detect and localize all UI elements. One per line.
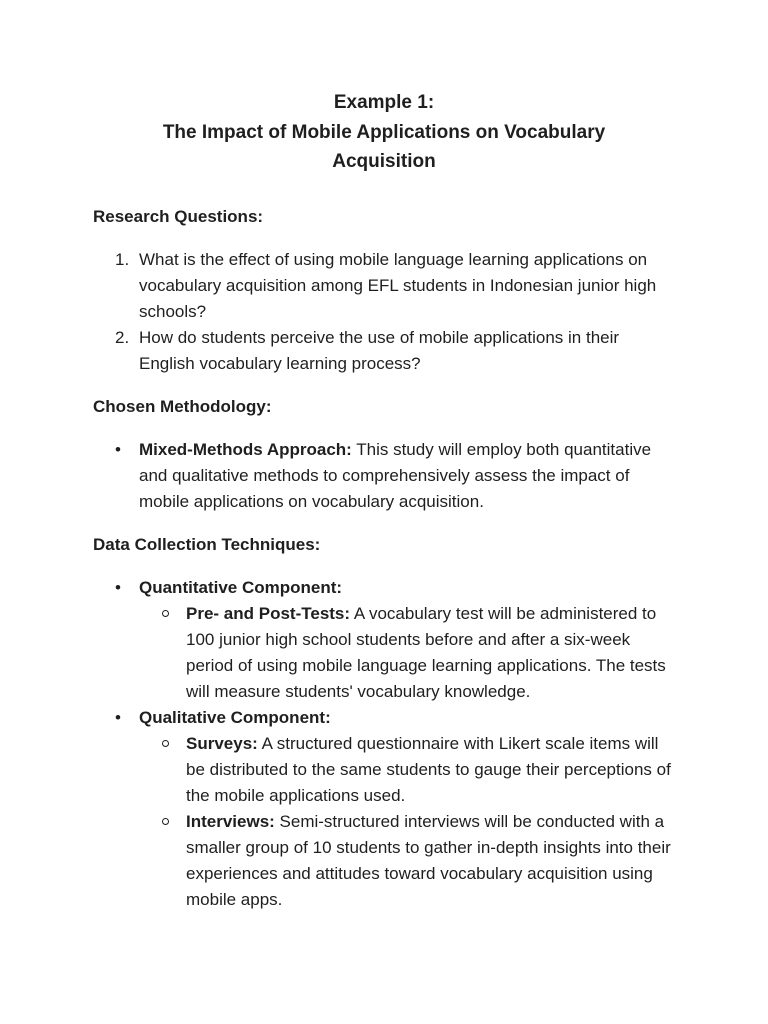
surveys-item bbox=[139, 731, 675, 809]
bullet-icon: • bbox=[115, 707, 121, 727]
research-question-item bbox=[93, 247, 675, 325]
interviews-text: Semi-structured interviews will be conducted with a smaller group of 10 students to gather in-depth insights into their experiences and attitudes toward vocabulary acquisition using mobile apps. bbox=[186, 811, 671, 909]
hollow-bullet-icon bbox=[162, 740, 169, 747]
data-collection-heading: Data Collection Techniques: bbox=[93, 534, 321, 554]
interviews-item bbox=[139, 809, 675, 913]
research-questions-heading: Research Questions: bbox=[93, 206, 264, 226]
research-question-number: 1. bbox=[115, 249, 130, 269]
qualitative-component-label: Qualitative Component: bbox=[139, 707, 331, 727]
qualitative-sub-list bbox=[139, 731, 675, 913]
methodology-item-label: Mixed-Methods Approach: bbox=[139, 439, 352, 459]
bullet-icon: • bbox=[115, 577, 121, 597]
hollow-bullet-icon bbox=[162, 818, 169, 825]
research-question-text: What is the effect of using mobile language learning applications on vocabulary acquisition among EFL students in Indonesian junior high schools? bbox=[139, 249, 657, 321]
research-question-number: 2. bbox=[115, 327, 130, 347]
research-questions-list bbox=[93, 247, 675, 377]
pre-post-tests-label: Pre- and Post-Tests: bbox=[186, 603, 351, 623]
qualitative-component-item bbox=[93, 705, 675, 913]
methodology-item bbox=[93, 437, 675, 515]
data-collection-list bbox=[93, 575, 675, 913]
hollow-bullet-icon bbox=[162, 610, 169, 617]
research-question-text: How do students perceive the use of mobile applications in their English vocabulary learning process? bbox=[139, 327, 620, 373]
methodology-heading: Chosen Methodology: bbox=[93, 396, 272, 416]
quantitative-component-item bbox=[93, 575, 675, 705]
pre-post-tests-text: A vocabulary test will be administered to 100 junior high school students before and after a six-week period of using mobile language learning applications. The tests will measure students' vocabulary knowledge. bbox=[186, 603, 666, 701]
bullet-icon: • bbox=[115, 439, 121, 459]
methodology-list bbox=[93, 437, 675, 515]
surveys-text: A structured questionnaire with Likert scale items will be distributed to the same students to gauge their perceptions of the mobile applications used. bbox=[186, 733, 671, 805]
title-example-number: Example 1: bbox=[333, 92, 435, 113]
research-question-item bbox=[93, 325, 675, 377]
interviews-label: Interviews: bbox=[186, 811, 275, 831]
title-main: The Impact of Mobile Applications on Vocabulary Acquisition bbox=[162, 121, 606, 172]
quantitative-component-label: Quantitative Component: bbox=[139, 577, 343, 597]
pre-post-tests-item bbox=[139, 601, 675, 705]
surveys-label: Surveys: bbox=[186, 733, 258, 753]
document-title bbox=[93, 88, 675, 177]
methodology-item-text: This study will employ both quantitative and qualitative methods to comprehensively assess the impact of mobile applications on vocabulary acquisition. bbox=[139, 439, 652, 511]
quantitative-sub-list bbox=[139, 601, 675, 705]
